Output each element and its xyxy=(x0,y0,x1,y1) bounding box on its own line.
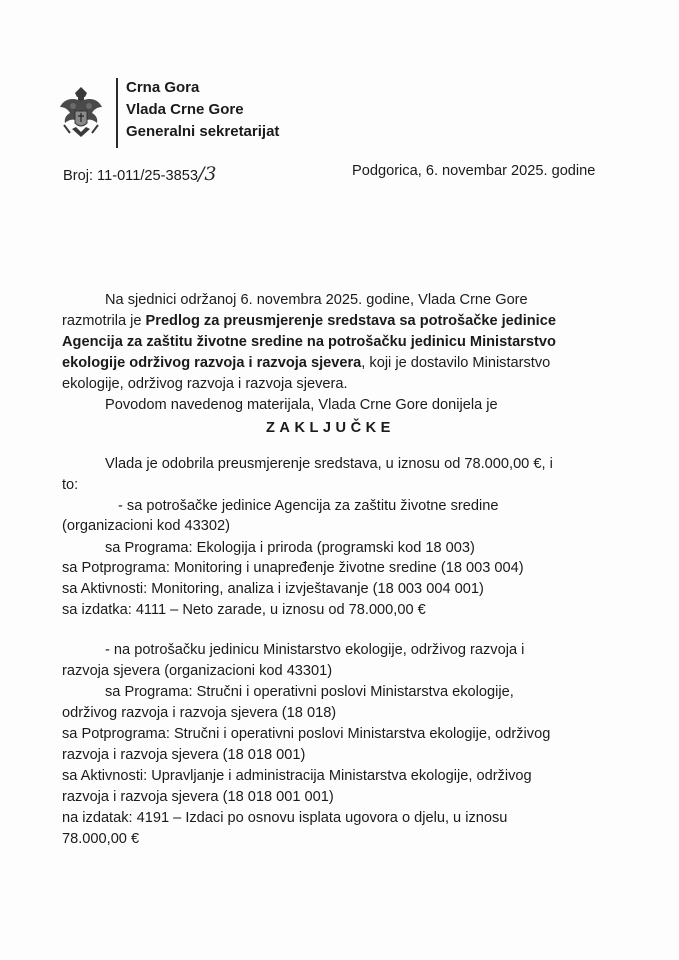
intro-line-2-bold: Predlog za preusmjerenje sredstava sa potrošačke jedinice xyxy=(145,313,556,329)
intro-line-4 xyxy=(62,355,550,371)
target-line-9: na izdatak: 4191 – Izdaci po osnovu isplata ugovora o djelu, u iznosu xyxy=(62,810,508,826)
source-line-3: sa Programa: Ekologija i priroda (programski kod 18 003) xyxy=(105,540,475,556)
target-line-3: sa Programa: Stručni i operativni poslovi Ministarstva ekologije, xyxy=(105,684,514,700)
intro-line-2 xyxy=(62,313,556,329)
intro-line-4-plain: , koji je dostavilo Ministarstvo xyxy=(361,355,551,371)
source-line-2: (organizacioni kod 43302) xyxy=(62,518,230,534)
header-government: Vlada Crne Gore xyxy=(126,101,244,118)
target-line-1: - na potrošačku jedinicu Ministarstvo ekologije, održivog razvoja i xyxy=(105,642,525,658)
intro-line-4-bold: ekologije održivog razvoja i razvoja sjevera xyxy=(62,355,362,371)
source-line-6: sa izdatka: 4111 – Neto zarade, u iznosu od 78.000,00 € xyxy=(62,602,426,618)
header-country: Crna Gora xyxy=(126,79,200,96)
intro-line-5: ekologije, održivog razvoja i razvoja sjevera. xyxy=(62,376,348,392)
conclusions-heading: ZAKLJUČKE xyxy=(266,420,395,436)
source-line-1: - sa potrošačke jedinice Agencija za zaštitu životne sredine xyxy=(118,498,499,514)
intro-line-6: Povodom navedenog materijala, Vlada Crne Gore donijela je xyxy=(105,397,498,413)
target-line-10: 78.000,00 € xyxy=(62,831,140,847)
source-line-5: sa Aktivnosti: Monitoring, analiza i izvještavanje (18 003 004 001) xyxy=(62,581,484,597)
paragraph-1: Vlada je odobrila preusmjerenje sredstava, u iznosu od 78.000,00 €, i xyxy=(105,456,553,472)
header-secretariat: Generalni sekretarijat xyxy=(126,123,280,140)
target-line-8: razvoja i razvoja sjevera (18 018 001 001) xyxy=(62,789,334,805)
intro-line-2-plain: razmotrila je xyxy=(62,313,146,329)
header-divider xyxy=(116,78,118,148)
coat-of-arms-icon xyxy=(58,85,104,143)
place-date: Podgorica, 6. novembar 2025. godine xyxy=(352,163,596,179)
target-line-5: sa Potprograma: Stručni i operativni poslovi Ministarstva ekologije, održivog xyxy=(62,726,551,742)
target-line-6: razvoja i razvoja sjevera (18 018 001) xyxy=(62,747,306,763)
source-line-4: sa Potprograma: Monitoring i unapređenje životne sredine (18 003 004) xyxy=(62,560,524,576)
document-number xyxy=(63,163,216,185)
intro-line-1: Na sjednici održanoj 6. novembra 2025. godine, Vlada Crne Gore xyxy=(105,292,528,308)
document-number-text: Broj: 11-011/25-3853 xyxy=(63,168,198,184)
paragraph-1-cont: to: xyxy=(62,477,79,493)
target-line-7: sa Aktivnosti: Upravljanje i administracija Ministarstva ekologije, održivog xyxy=(62,768,532,784)
handwritten-number: /3 xyxy=(197,163,217,185)
target-line-4: održivog razvoja i razvoja sjevera (18 018) xyxy=(62,705,337,721)
intro-line-3: Agencija za zaštitu životne sredine na potrošačku jedinicu Ministarstvo xyxy=(62,334,556,350)
target-line-2: razvoja sjevera (organizacioni kod 43301) xyxy=(62,663,333,679)
